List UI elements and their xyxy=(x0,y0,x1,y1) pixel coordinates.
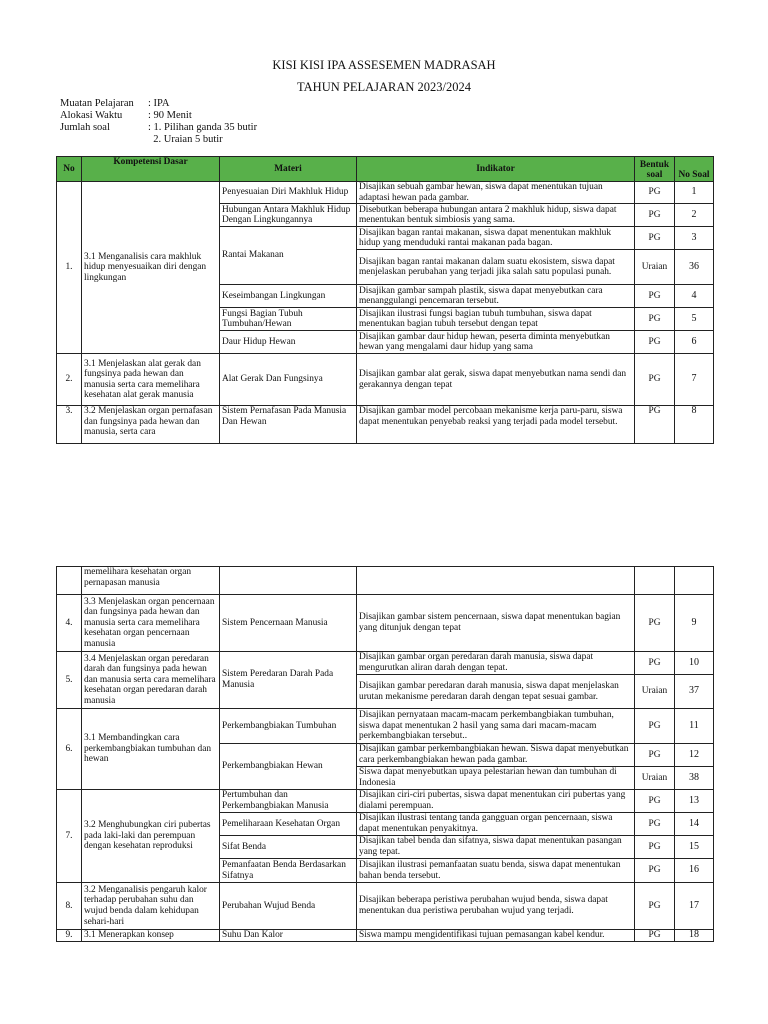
cell-no-soal: 37 xyxy=(675,675,714,709)
cell-bentuk-soal: PG xyxy=(635,930,675,942)
cell-bentuk-soal: PG xyxy=(635,182,675,204)
document-meta xyxy=(60,98,257,146)
cell-indikator: Disajikan gambar organ peredaran darah manusia, siswa dapat mengurutkan aliran darah dengan tepat. xyxy=(357,652,635,675)
cell-bentuk-soal: PG xyxy=(635,859,675,883)
cell-materi xyxy=(220,567,357,595)
cell-materi: Suhu Dan Kalor xyxy=(220,930,357,942)
cell-no-soal: 13 xyxy=(675,790,714,813)
meta-value: : IPA xyxy=(148,98,170,109)
cell-indikator: Disajikan gambar sistem pencernaan, siswa dapat menentukan bagian yang ditunjuk dengan tepat xyxy=(357,595,635,652)
meta-row-time xyxy=(60,110,257,122)
cell-no: 4. xyxy=(57,595,82,652)
cell-no xyxy=(57,567,82,595)
table-row xyxy=(57,354,714,406)
header-bentuk-soal: Bentuk soal xyxy=(635,157,675,182)
cell-materi: Pemanfaatan Benda Berdasarkan Sifatnya xyxy=(220,859,357,883)
cell-materi: Perubahan Wujud Benda xyxy=(220,883,357,930)
cell-indikator xyxy=(357,567,635,595)
cell-kompetensi-dasar: 3.2 Menganalisis pengaruh kalor terhadap perubahan suhu dan wujud benda dalam kehidupan sehari-hari xyxy=(82,883,220,930)
cell-kompetensi-dasar: memelihara kesehatan organ pernapasan manusia xyxy=(82,567,220,595)
cell-kompetensi-dasar: 3.4 Menjelaskan organ peredaran darah dan fungsinya pada hewan dan manusia serta cara memelihara kesehatan organ peredaran darah manusia xyxy=(82,652,220,709)
cell-no-soal: 8 xyxy=(675,406,714,444)
cell-kompetensi-dasar: 3.1 Membandingkan cara perkembangbiakan tumbuhan dan hewan xyxy=(82,709,220,790)
cell-bentuk-soal: Uraian xyxy=(635,250,675,285)
cell-materi: Rantai Makanan xyxy=(220,227,357,285)
cell-no-soal: 16 xyxy=(675,859,714,883)
cell-materi: Sistem Peredaran Darah Pada Manusia xyxy=(220,652,357,709)
header-no-soal: No Soal xyxy=(675,157,714,182)
cell-bentuk-soal: PG xyxy=(635,813,675,836)
cell-materi: Sistem Pernafasan Pada Manusia Dan Hewan xyxy=(220,406,357,444)
cell-no-soal: 4 xyxy=(675,285,714,308)
cell-indikator: Disajikan gambar peredaran darah manusia, siswa dapat menjelaskan urutan mekanisme peredaran darah dengan tepat sesuai gambar. xyxy=(357,675,635,709)
cell-indikator: Disajikan sebuah gambar hewan, siswa dapat menentukan tujuan adaptasi hewan pada gambar. xyxy=(357,182,635,204)
cell-bentuk-soal: PG xyxy=(635,285,675,308)
header-indikator: Indikator xyxy=(357,157,635,182)
cell-no-soal: 38 xyxy=(675,767,714,790)
cell-no-soal: 3 xyxy=(675,227,714,250)
cell-indikator: Disebutkan beberapa hubungan antara 2 makhluk hidup, siswa dapat menentukan bentuk simbiosis yang sama. xyxy=(357,204,635,227)
cell-materi: Keseimbangan Lingkungan xyxy=(220,285,357,308)
cell-no-soal: 5 xyxy=(675,308,714,331)
cell-indikator: Disajikan beberapa peristiwa perubahan wujud benda, siswa dapat menentukan dua peristiwa perubahan wujud yang terjadi. xyxy=(357,883,635,930)
meta-value: : 90 Menit xyxy=(148,110,192,121)
cell-no-soal: 10 xyxy=(675,652,714,675)
cell-no: 2. xyxy=(57,354,82,406)
cell-bentuk-soal: PG xyxy=(635,331,675,354)
meta-row-count-2 xyxy=(60,134,257,146)
cell-no-soal: 18 xyxy=(675,930,714,942)
cell-no: 8. xyxy=(57,883,82,930)
cell-bentuk-soal: PG xyxy=(635,308,675,331)
cell-bentuk-soal xyxy=(635,567,675,595)
cell-bentuk-soal: PG xyxy=(635,406,675,444)
meta-value: 2. Uraian 5 butir xyxy=(148,134,223,145)
cell-bentuk-soal: PG xyxy=(635,883,675,930)
cell-kompetensi-dasar: 3.2 Menjelaskan organ pernafasan dan fungsinya pada hewan dan manusia, serta cara xyxy=(82,406,220,444)
cell-materi: Hubungan Antara Makhluk Hidup Dengan Lingkungannya xyxy=(220,204,357,227)
cell-no-soal: 7 xyxy=(675,354,714,406)
cell-no-soal: 36 xyxy=(675,250,714,285)
cell-bentuk-soal: PG xyxy=(635,227,675,250)
cell-no: 7. xyxy=(57,790,82,883)
cell-indikator: Disajikan gambar perkembangbiakan hewan. Siswa dapat menyebutkan cara perkembangbiakan hewan pada gambar. xyxy=(357,744,635,767)
cell-kompetensi-dasar: 3.2 Menghubungkan ciri pubertas pada laki-laki dan perempuan dengan kesehatan reproduksi xyxy=(82,790,220,883)
cell-indikator: Disajikan tabel benda dan sifatnya, siswa dapat menentukan pasangan yang tepat. xyxy=(357,836,635,859)
cell-no-soal xyxy=(675,567,714,595)
cell-indikator: Disajikan gambar sampah plastik, siswa dapat menyebutkan cara menanggulangi pencemaran tersebut. xyxy=(357,285,635,308)
cell-no: 1. xyxy=(57,182,82,354)
table-row xyxy=(57,652,714,675)
meta-key: Alokasi Waktu xyxy=(60,110,123,121)
table-row xyxy=(57,709,714,744)
cell-bentuk-soal: PG xyxy=(635,709,675,744)
cell-bentuk-soal: PG xyxy=(635,836,675,859)
cell-no-soal: 17 xyxy=(675,883,714,930)
table-row xyxy=(57,595,714,652)
cell-indikator: Disajikan gambar daur hidup hewan, peserta diminta menyebutkan hewan yang mengalami daur hidup yang sama xyxy=(357,331,635,354)
table-row xyxy=(57,883,714,930)
kisi-table-page2 xyxy=(56,566,714,942)
cell-indikator: Disajikan bagan rantai makanan, siswa dapat menentukan makhluk hidup yang menduduki rantai makanan pada bagan. xyxy=(357,227,635,250)
cell-bentuk-soal: PG xyxy=(635,744,675,767)
cell-no-soal: 14 xyxy=(675,813,714,836)
meta-key: Muatan Pelajaran xyxy=(60,98,134,109)
cell-kompetensi-dasar: 3.3 Menjelaskan organ pencernaan dan fungsinya pada hewan dan manusia serta cara memelihara kesehatan organ pencernaan manusia xyxy=(82,595,220,652)
cell-materi: Sifat Benda xyxy=(220,836,357,859)
cell-no-soal: 6 xyxy=(675,331,714,354)
table-header-row xyxy=(57,157,714,182)
cell-no-soal: 12 xyxy=(675,744,714,767)
cell-indikator: Disajikan pernyataan macam-macam perkembangbiakan tumbuhan, siswa dapat menentukan 2 hasil yang sama dari macam-macam perkembangbiakan tersebut.. xyxy=(357,709,635,744)
cell-no-soal: 9 xyxy=(675,595,714,652)
table-row xyxy=(57,790,714,813)
cell-no: 9. xyxy=(57,930,82,942)
cell-indikator: Siswa dapat menyebutkan upaya pelestarian hewan dan tumbuhan di Indonesia xyxy=(357,767,635,790)
cell-bentuk-soal: PG xyxy=(635,595,675,652)
cell-materi: Fungsi Bagian Tubuh Tumbuhan/Hewan xyxy=(220,308,357,331)
cell-indikator: Disajikan bagan rantai makanan dalam suatu ekosistem, siswa dapat menjelaskan perubahan yang terjadi jika salah satu populasi punah. xyxy=(357,250,635,285)
header-kompetensi-dasar: Kompetensi Dasar xyxy=(82,157,220,182)
cell-indikator: Disajikan ilustrasi tentang tanda gangguan organ pencernaan, siswa dapat menentukan penyakitnya. xyxy=(357,813,635,836)
cell-no: 3. xyxy=(57,406,82,444)
cell-bentuk-soal: Uraian xyxy=(635,675,675,709)
cell-kompetensi-dasar: 3.1 Menjelaskan alat gerak dan fungsinya pada hewan dan manusia serta cara memelihara kesehatan alat gerak manusia xyxy=(82,354,220,406)
meta-row-count xyxy=(60,122,257,134)
table-row xyxy=(57,182,714,204)
cell-materi: Perkembangbiakan Tumbuhan xyxy=(220,709,357,744)
cell-indikator: Disajikan ilustrasi fungsi bagian tubuh tumbuhan, siswa dapat menentukan bagian tubuh tersebut dengan tepat xyxy=(357,308,635,331)
cell-indikator: Disajikan gambar alat gerak, siswa dapat menyebutkan nama sendi dan gerakannya dengan tepat xyxy=(357,354,635,406)
cell-no: 6. xyxy=(57,709,82,790)
table-row xyxy=(57,930,714,942)
table-row xyxy=(57,567,714,595)
table-row xyxy=(57,406,714,444)
meta-key: Jumlah soal xyxy=(60,122,110,133)
cell-bentuk-soal: Uraian xyxy=(635,767,675,790)
cell-no-soal: 2 xyxy=(675,204,714,227)
cell-materi: Perkembangbiakan Hewan xyxy=(220,744,357,790)
header-materi: Materi xyxy=(220,157,357,182)
cell-bentuk-soal: PG xyxy=(635,652,675,675)
kisi-table-page1 xyxy=(56,156,714,444)
header-no: No xyxy=(57,157,82,182)
cell-kompetensi-dasar: 3.1 Menganalisis cara makhluk hidup menyesuaikan diri dengan lingkungan xyxy=(82,182,220,354)
cell-kompetensi-dasar: 3.1 Menerapkan konsep xyxy=(82,930,220,942)
cell-materi: Pertumbuhan dan Perkembangbiakan Manusia xyxy=(220,790,357,813)
cell-materi: Penyesuaian Diri Makhluk Hidup xyxy=(220,182,357,204)
cell-no-soal: 1 xyxy=(675,182,714,204)
cell-no: 5. xyxy=(57,652,82,709)
cell-indikator: Disajikan ilustrasi pemanfaatan suatu benda, siswa dapat menentukan bahan benda tersebut. xyxy=(357,859,635,883)
cell-no-soal: 15 xyxy=(675,836,714,859)
cell-bentuk-soal: PG xyxy=(635,790,675,813)
cell-indikator: Disajikan gambar model percobaan mekanisme kerja paru-paru, siswa dapat menentukan penyebab reaksi yang terjadi pada model tersebut. xyxy=(357,406,635,444)
meta-row-subject xyxy=(60,98,257,110)
cell-bentuk-soal: PG xyxy=(635,354,675,406)
cell-no-soal: 11 xyxy=(675,709,714,744)
document-subtitle: TAHUN PELAJARAN 2023/2024 xyxy=(297,80,471,94)
document-title: KISI KISI IPA ASSESEMEN MADRASAH xyxy=(272,58,496,72)
cell-materi: Daur Hidup Hewan xyxy=(220,331,357,354)
cell-bentuk-soal: PG xyxy=(635,204,675,227)
cell-materi: Pemeliharaan Kesehatan Organ xyxy=(220,813,357,836)
cell-indikator: Disajikan ciri-ciri pubertas, siswa dapat menentukan ciri pubertas yang dialami perempuan. xyxy=(357,790,635,813)
meta-value: : 1. Pilihan ganda 35 butir xyxy=(148,122,258,133)
cell-indikator: Siswa mampu mengidentifikasi tujuan pemasangan kabel kendur. xyxy=(357,930,635,942)
cell-materi: Sistem Pencernaan Manusia xyxy=(220,595,357,652)
meta-key xyxy=(60,134,148,146)
cell-materi: Alat Gerak Dan Fungsinya xyxy=(220,354,357,406)
